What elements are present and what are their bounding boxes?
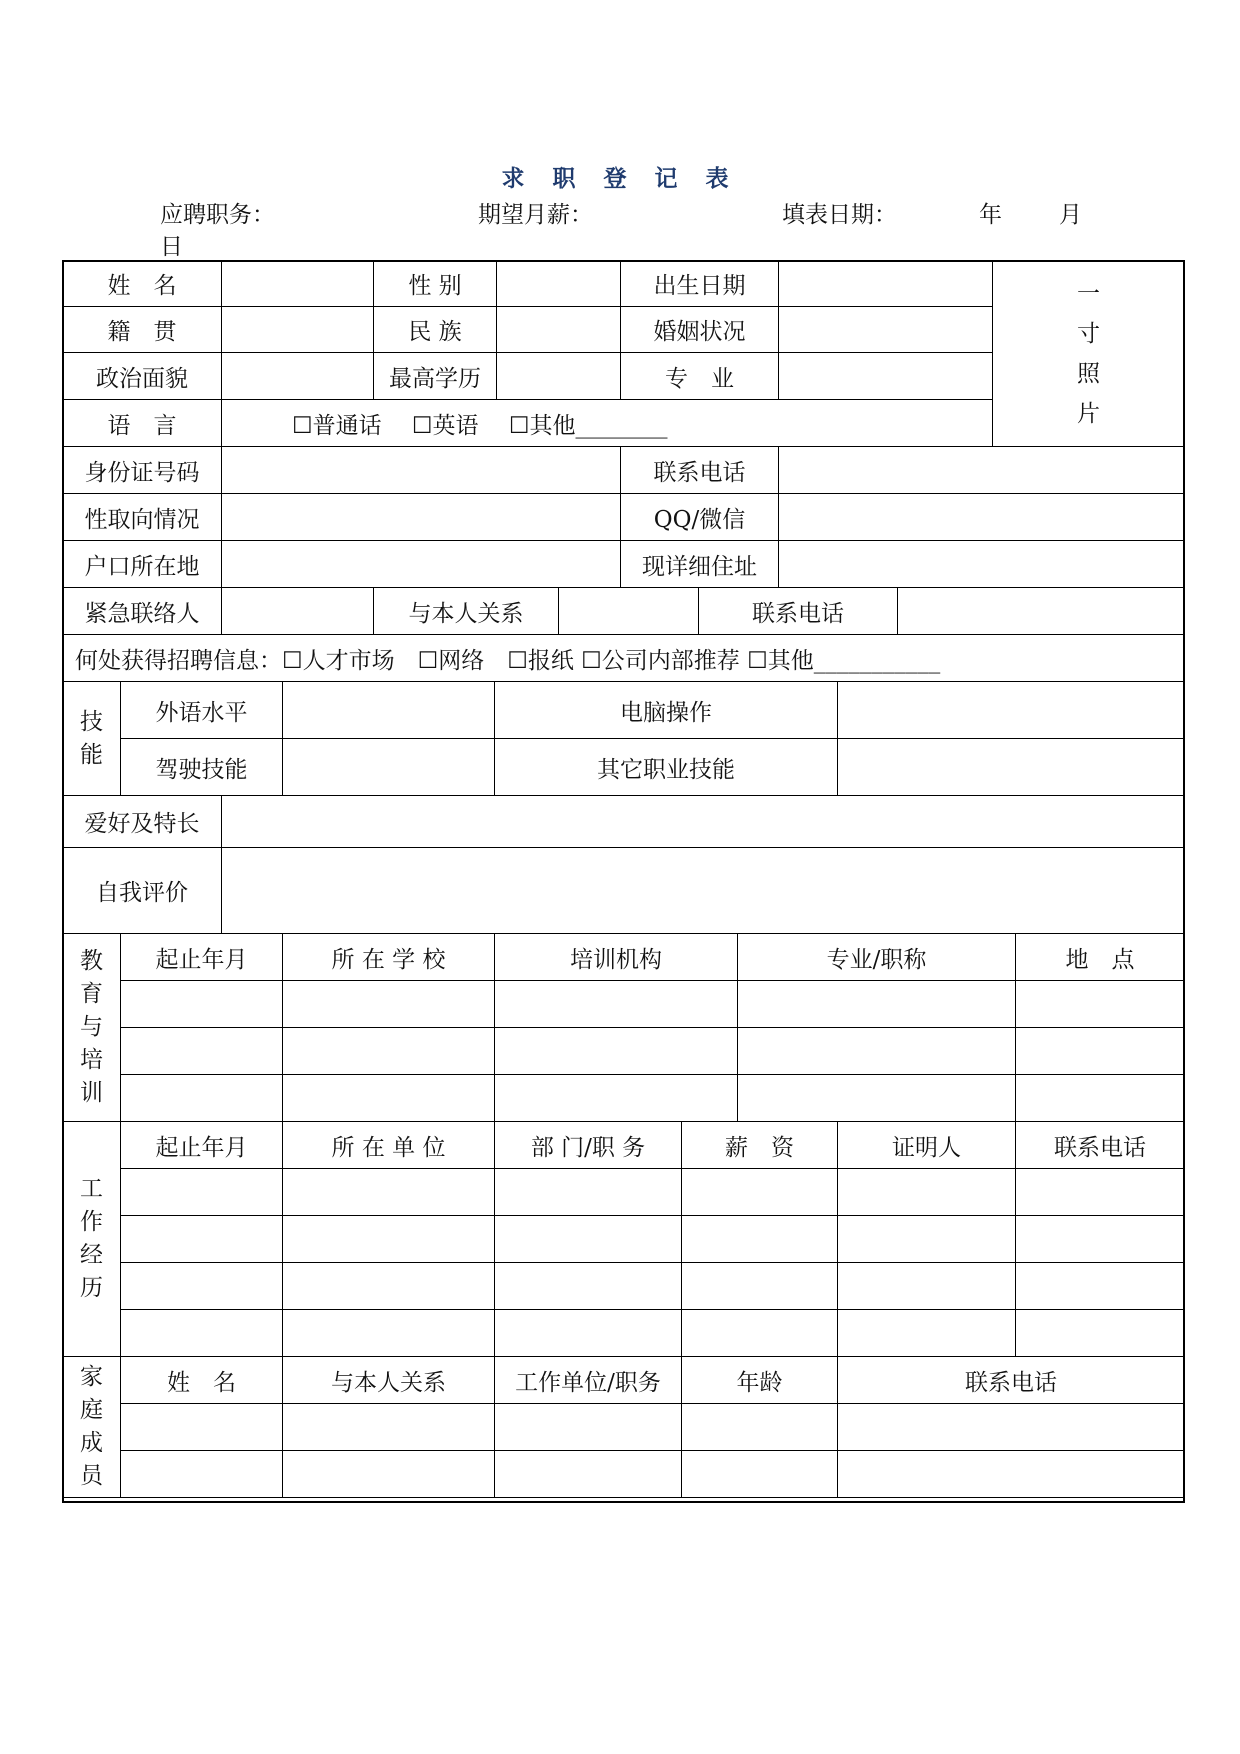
- edu-cell[interactable]: [121, 1075, 283, 1122]
- work-cell[interactable]: [495, 1310, 682, 1357]
- family-cell[interactable]: [838, 1404, 1185, 1451]
- work-col-company: 所 在 单 位: [283, 1122, 495, 1169]
- work-cell[interactable]: [121, 1263, 283, 1310]
- hukou-field[interactable]: [222, 541, 621, 588]
- hukou-label: 户口所在地: [63, 541, 222, 588]
- family-col-age: 年龄: [682, 1357, 838, 1404]
- work-section-text: 工作经历: [80, 1176, 103, 1301]
- hobby-label: 爱好及特长: [63, 796, 222, 848]
- work-cell[interactable]: [121, 1169, 283, 1216]
- family-table: [62, 1356, 1185, 1498]
- salary-label: 期望月薪：: [478, 202, 593, 228]
- work-cell[interactable]: [121, 1216, 283, 1263]
- computer-field[interactable]: [838, 682, 1185, 739]
- ethnic-field[interactable]: [497, 307, 621, 353]
- edu-cell[interactable]: [1016, 1075, 1185, 1122]
- phone-label: 联系电话: [621, 447, 779, 494]
- gender-label: 性 别: [374, 261, 497, 307]
- family-col-phone: 联系电话: [838, 1357, 1185, 1404]
- marital-field[interactable]: [779, 307, 993, 353]
- family-cell[interactable]: [283, 1404, 495, 1451]
- family-cell[interactable]: [121, 1451, 283, 1498]
- emergency-label: 紧急联络人: [63, 588, 222, 635]
- work-cell[interactable]: [682, 1169, 838, 1216]
- edu-cell[interactable]: [1016, 1028, 1185, 1075]
- relation-field[interactable]: [559, 588, 699, 635]
- emergency-field[interactable]: [222, 588, 374, 635]
- other-skills-field[interactable]: [838, 739, 1185, 796]
- edu-section-text: 教育与培训: [80, 948, 103, 1106]
- ethnic-label: 民 族: [374, 307, 497, 353]
- emergency-phone-field[interactable]: [898, 588, 1185, 635]
- photo-label: 一寸照片: [1077, 280, 1100, 427]
- driving-label: 驾驶技能: [121, 739, 283, 796]
- month-label: 月: [1059, 202, 1082, 228]
- qq-label: QQ/微信: [621, 494, 779, 541]
- table-row: [63, 1310, 1185, 1357]
- work-cell[interactable]: [1016, 1169, 1185, 1216]
- table-row: [63, 981, 1185, 1028]
- birth-label: 出生日期: [621, 261, 779, 307]
- work-cell[interactable]: [495, 1169, 682, 1216]
- family-cell[interactable]: [121, 1404, 283, 1451]
- work-cell[interactable]: [682, 1216, 838, 1263]
- table-row: [63, 1169, 1185, 1216]
- work-col-phone: 联系电话: [1016, 1122, 1185, 1169]
- skills-section-text: 技能: [80, 708, 103, 768]
- table-row: [63, 1451, 1185, 1498]
- basic-info-table: [62, 260, 1185, 447]
- language-label: 语 言: [63, 400, 222, 447]
- emergency-phone-label: 联系电话: [699, 588, 898, 635]
- source-table: [62, 634, 1185, 682]
- foreign-lang-field[interactable]: [283, 682, 495, 739]
- edu-section-label: [63, 934, 121, 1122]
- work-cell[interactable]: [283, 1310, 495, 1357]
- photo-box[interactable]: [993, 261, 1185, 447]
- family-section-text: 家庭成员: [80, 1364, 103, 1489]
- table-row: [63, 1075, 1185, 1122]
- family-section-label: [63, 1357, 121, 1498]
- edu-cell[interactable]: [738, 1075, 1016, 1122]
- edu-cell[interactable]: [121, 1028, 283, 1075]
- family-col-employer: 工作单位/职务: [495, 1357, 682, 1404]
- work-cell[interactable]: [283, 1263, 495, 1310]
- family-cell[interactable]: [495, 1404, 682, 1451]
- native-field[interactable]: [222, 307, 374, 353]
- marital-label: 婚姻状况: [621, 307, 779, 353]
- work-cell[interactable]: [1016, 1216, 1185, 1263]
- work-cell[interactable]: [682, 1310, 838, 1357]
- work-col-dept: 部 门/职 务: [495, 1122, 682, 1169]
- edu-col-training: 培训机构: [495, 934, 738, 981]
- edu-cell[interactable]: [283, 1028, 495, 1075]
- form-title: 求 职 登 记 表: [501, 166, 739, 192]
- foreign-lang-label: 外语水平: [121, 682, 283, 739]
- relation-label: 与本人关系: [374, 588, 559, 635]
- self-eval-label: 自我评价: [63, 848, 222, 934]
- work-cell[interactable]: [495, 1263, 682, 1310]
- emergency-table: [62, 587, 1185, 635]
- table-row: [63, 1404, 1185, 1451]
- qq-field[interactable]: [779, 494, 1185, 541]
- id-label: 身份证号码: [63, 447, 222, 494]
- education-field[interactable]: [497, 353, 621, 400]
- day-label: 日: [160, 234, 183, 260]
- edu-cell[interactable]: [495, 1028, 738, 1075]
- work-table: [62, 1121, 1185, 1357]
- work-cell[interactable]: [682, 1263, 838, 1310]
- id-field[interactable]: [222, 447, 621, 494]
- family-cell[interactable]: [495, 1451, 682, 1498]
- edu-cell[interactable]: [738, 981, 1016, 1028]
- edu-col-period: 起止年月: [121, 934, 283, 981]
- position-label: 应聘职务：: [160, 202, 275, 228]
- edu-cell[interactable]: [1016, 981, 1185, 1028]
- name-label: 姓 名: [63, 261, 222, 307]
- edu-cell[interactable]: [738, 1028, 1016, 1075]
- education-table: [62, 933, 1185, 1122]
- work-cell[interactable]: [1016, 1263, 1185, 1310]
- hobby-table: [62, 795, 1185, 934]
- table-row: [63, 1028, 1185, 1075]
- family-col-relation: 与本人关系: [283, 1357, 495, 1404]
- work-cell[interactable]: [838, 1169, 1016, 1216]
- work-cell[interactable]: [283, 1216, 495, 1263]
- computer-label: 电脑操作: [495, 682, 838, 739]
- address-label: 现详细住址: [621, 541, 779, 588]
- work-cell[interactable]: [283, 1169, 495, 1216]
- work-col-period: 起止年月: [121, 1122, 283, 1169]
- driving-field[interactable]: [283, 739, 495, 796]
- work-cell[interactable]: [838, 1310, 1016, 1357]
- year-label: 年: [979, 202, 1002, 228]
- name-field[interactable]: [222, 261, 374, 307]
- work-cell[interactable]: [121, 1310, 283, 1357]
- family-cell[interactable]: [838, 1451, 1185, 1498]
- work-col-salary: 薪 资: [682, 1122, 838, 1169]
- date-label: 填表日期：: [782, 202, 897, 228]
- work-cell[interactable]: [838, 1216, 1016, 1263]
- major-label: 专 业: [621, 353, 779, 400]
- table-row: [63, 1216, 1185, 1263]
- education-label: 最高学历: [374, 353, 497, 400]
- skills-table: [62, 681, 1185, 796]
- hobby-field[interactable]: [222, 796, 1185, 848]
- self-eval-field[interactable]: [222, 848, 1185, 934]
- edu-cell[interactable]: [121, 981, 283, 1028]
- language-options[interactable]: ☐普通话 ☐英语 ☐其他________: [222, 400, 993, 447]
- work-col-reference: 证明人: [838, 1122, 1016, 1169]
- work-section-label: [63, 1122, 121, 1357]
- native-label: 籍 贯: [63, 307, 222, 353]
- work-cell[interactable]: [495, 1216, 682, 1263]
- source-options[interactable]: 何处获得招聘信息：☐人才市场 ☐网络 ☐报纸 ☐公司内部推荐 ☐其他___________: [63, 635, 1185, 682]
- skills-section-label: [63, 682, 121, 796]
- work-cell[interactable]: [838, 1263, 1016, 1310]
- orientation-field[interactable]: [222, 494, 621, 541]
- edu-cell[interactable]: [495, 1075, 738, 1122]
- political-label: 政治面貌: [63, 353, 222, 400]
- political-field[interactable]: [222, 353, 374, 400]
- birth-field[interactable]: [779, 261, 993, 307]
- other-skills-label: 其它职业技能: [495, 739, 838, 796]
- phone-field[interactable]: [779, 447, 1185, 494]
- family-cell[interactable]: [682, 1451, 838, 1498]
- gender-field[interactable]: [497, 261, 621, 307]
- edu-col-location: 地 点: [1016, 934, 1185, 981]
- address-field[interactable]: [779, 541, 1185, 588]
- family-cell[interactable]: [682, 1404, 838, 1451]
- edu-cell[interactable]: [495, 981, 738, 1028]
- contact-table: [62, 446, 1185, 588]
- major-field[interactable]: [779, 353, 993, 400]
- orientation-label: 性取向情况: [63, 494, 222, 541]
- family-col-name: 姓 名: [121, 1357, 283, 1404]
- table-row: [63, 1263, 1185, 1310]
- edu-cell[interactable]: [283, 1075, 495, 1122]
- work-cell[interactable]: [1016, 1310, 1185, 1357]
- edu-cell[interactable]: [283, 981, 495, 1028]
- edu-col-major: 专业/职称: [738, 934, 1016, 981]
- edu-col-school: 所 在 学 校: [283, 934, 495, 981]
- family-cell[interactable]: [283, 1451, 495, 1498]
